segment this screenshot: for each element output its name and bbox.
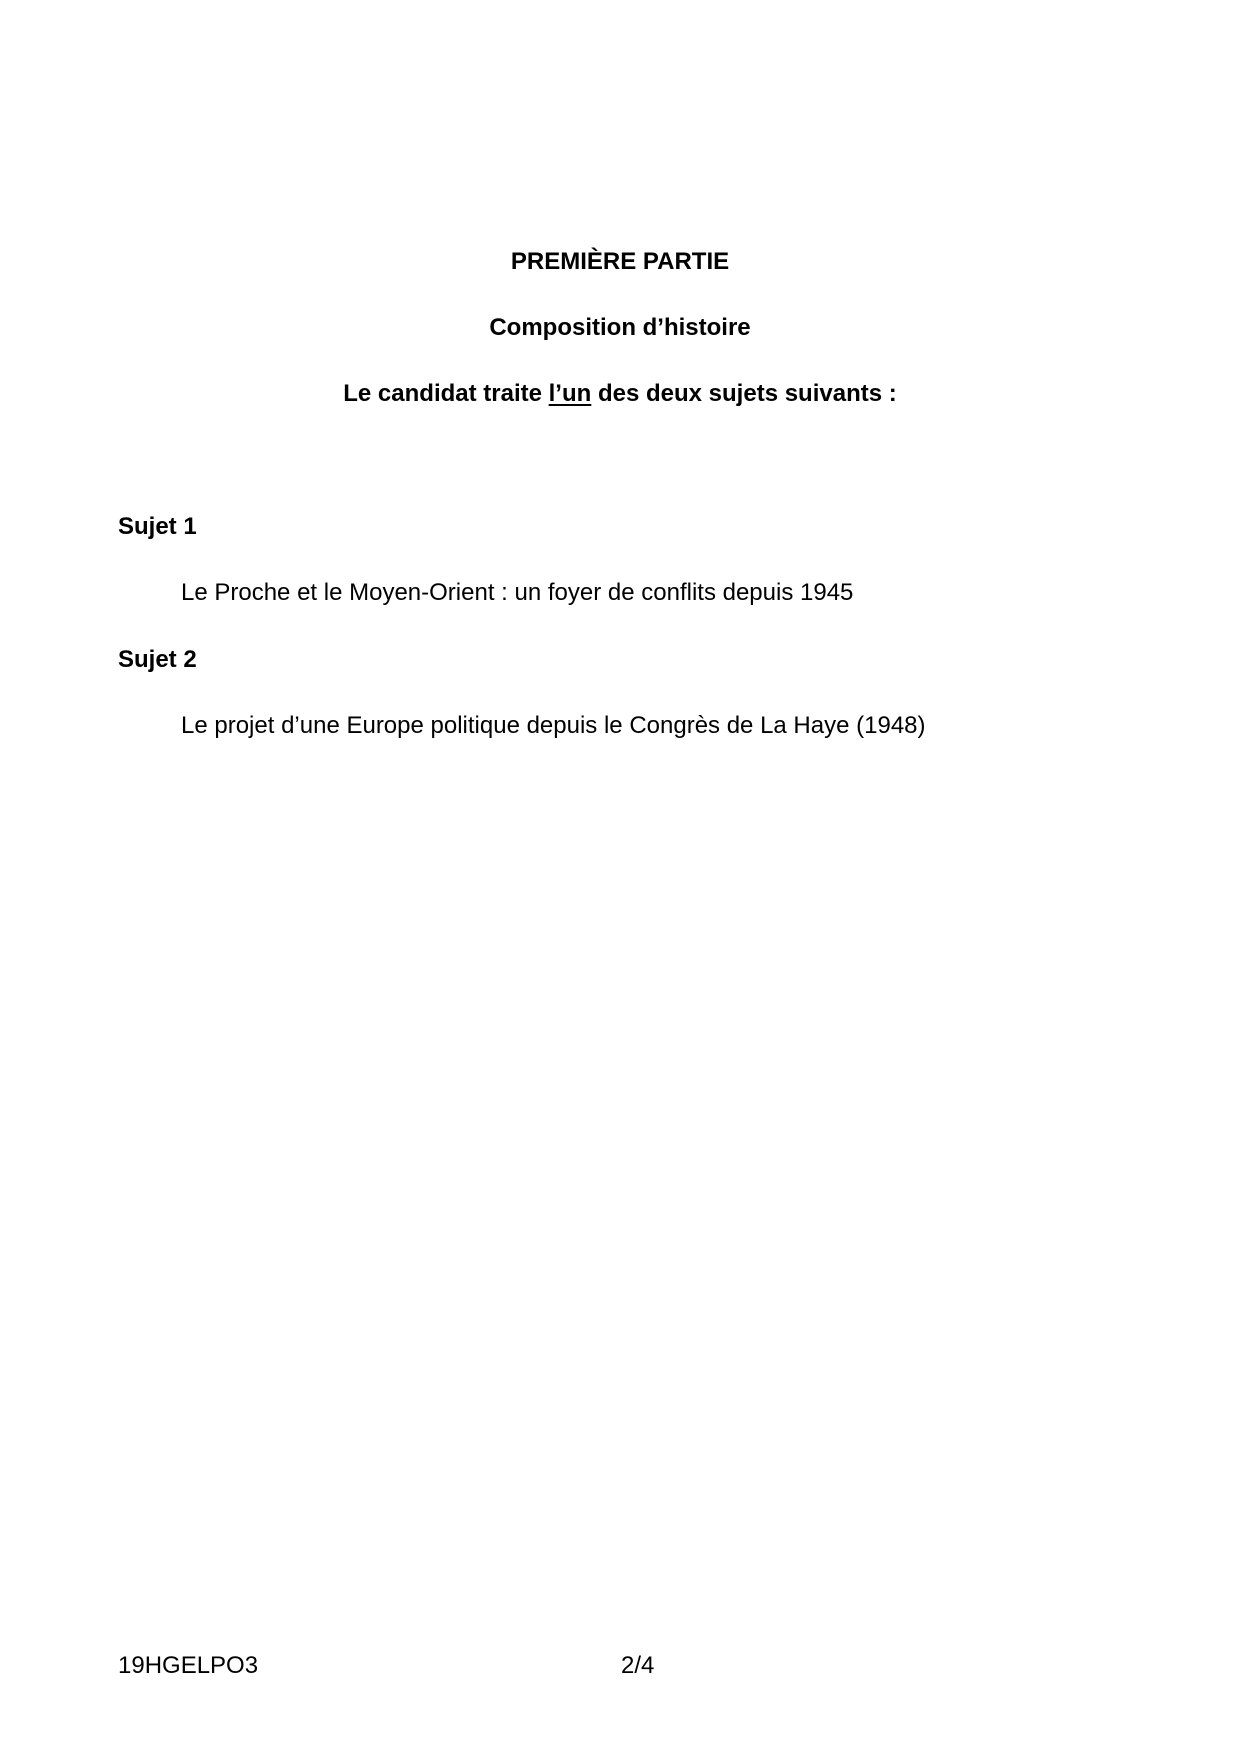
footer-page-number: 2/4 — [621, 1652, 655, 1679]
subject-2-text: Le projet d’une Europe politique depuis le Congrès de La Haye (1948) — [181, 712, 926, 739]
footer-exam-code: 19HGELPO3 — [118, 1652, 259, 1679]
section-subtitle: Composition d’histoire — [489, 314, 751, 341]
instruction-text-before: Le candidat traite — [343, 380, 549, 407]
instruction-emphasis: l’un — [548, 380, 592, 407]
subject-1-text: Le Proche et le Moyen-Orient : un foyer de conflits depuis 1945 — [181, 579, 854, 606]
part-title: PREMIÈRE PARTIE — [510, 248, 730, 275]
subject-2-heading: Sujet 2 — [118, 646, 197, 673]
instruction-text-after: des deux sujets suivants : — [591, 380, 897, 407]
subject-1-heading: Sujet 1 — [118, 513, 197, 540]
instruction-line — [0, 379, 1240, 409]
